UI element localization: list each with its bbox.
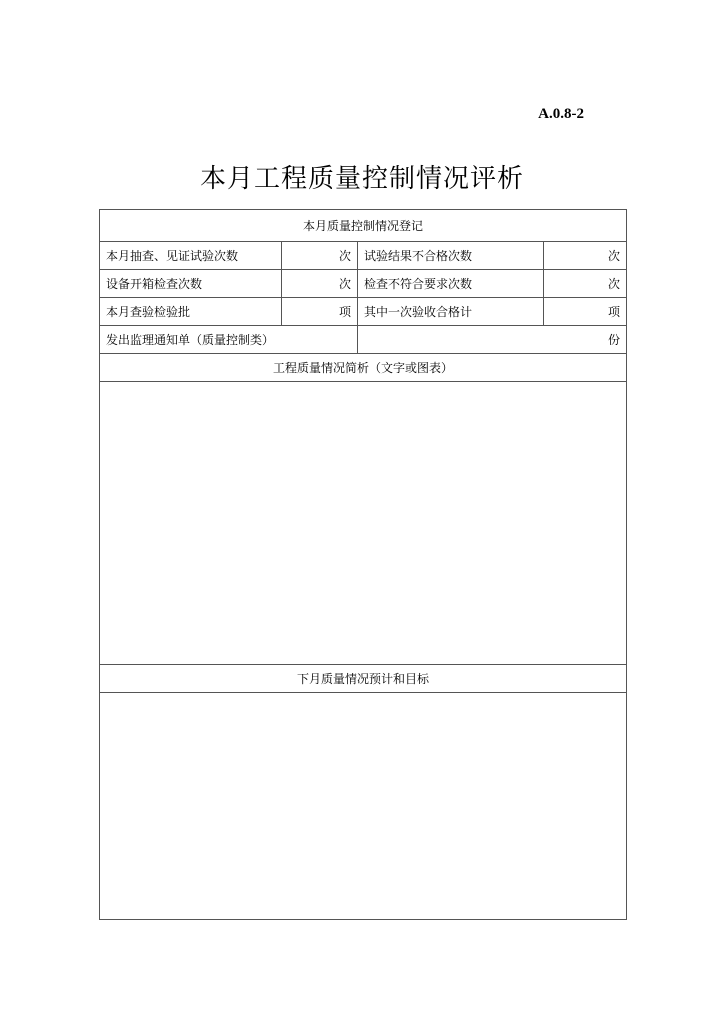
table-row <box>100 326 627 354</box>
row-label: 本月抽查、见证试验次数 <box>100 242 282 270</box>
value-cell[interactable]: 次 <box>282 270 358 298</box>
section-header-registration: 本月质量控制情况登记 <box>100 210 627 242</box>
page-title: 本月工程质量控制情况评析 <box>199 164 524 194</box>
value-cell[interactable]: 项 <box>544 298 627 326</box>
value-cell[interactable]: 份 <box>358 326 627 354</box>
value-cell[interactable]: 次 <box>544 242 627 270</box>
form-code: A.0.8-2 <box>538 106 584 122</box>
analysis-area[interactable] <box>100 382 627 665</box>
value-cell[interactable]: 次 <box>282 242 358 270</box>
forecast-area[interactable] <box>100 693 627 920</box>
row-label: 检查不符合要求次数 <box>358 270 544 298</box>
value-cell[interactable]: 项 <box>282 298 358 326</box>
section-header-analysis: 工程质量情况简析（文字或图表） <box>100 354 627 382</box>
row-label: 试验结果不合格次数 <box>358 242 544 270</box>
table-row <box>100 270 627 298</box>
value-cell[interactable]: 次 <box>544 270 627 298</box>
table-row <box>100 298 627 326</box>
section-header-forecast: 下月质量情况预计和目标 <box>100 665 627 693</box>
quality-control-table <box>99 209 627 920</box>
row-label: 其中一次验收合格计 <box>358 298 544 326</box>
row-label: 本月查验检验批 <box>100 298 282 326</box>
row-label: 发出监理通知单（质量控制类） <box>100 326 358 354</box>
table-row <box>100 242 627 270</box>
row-label: 设备开箱检查次数 <box>100 270 282 298</box>
